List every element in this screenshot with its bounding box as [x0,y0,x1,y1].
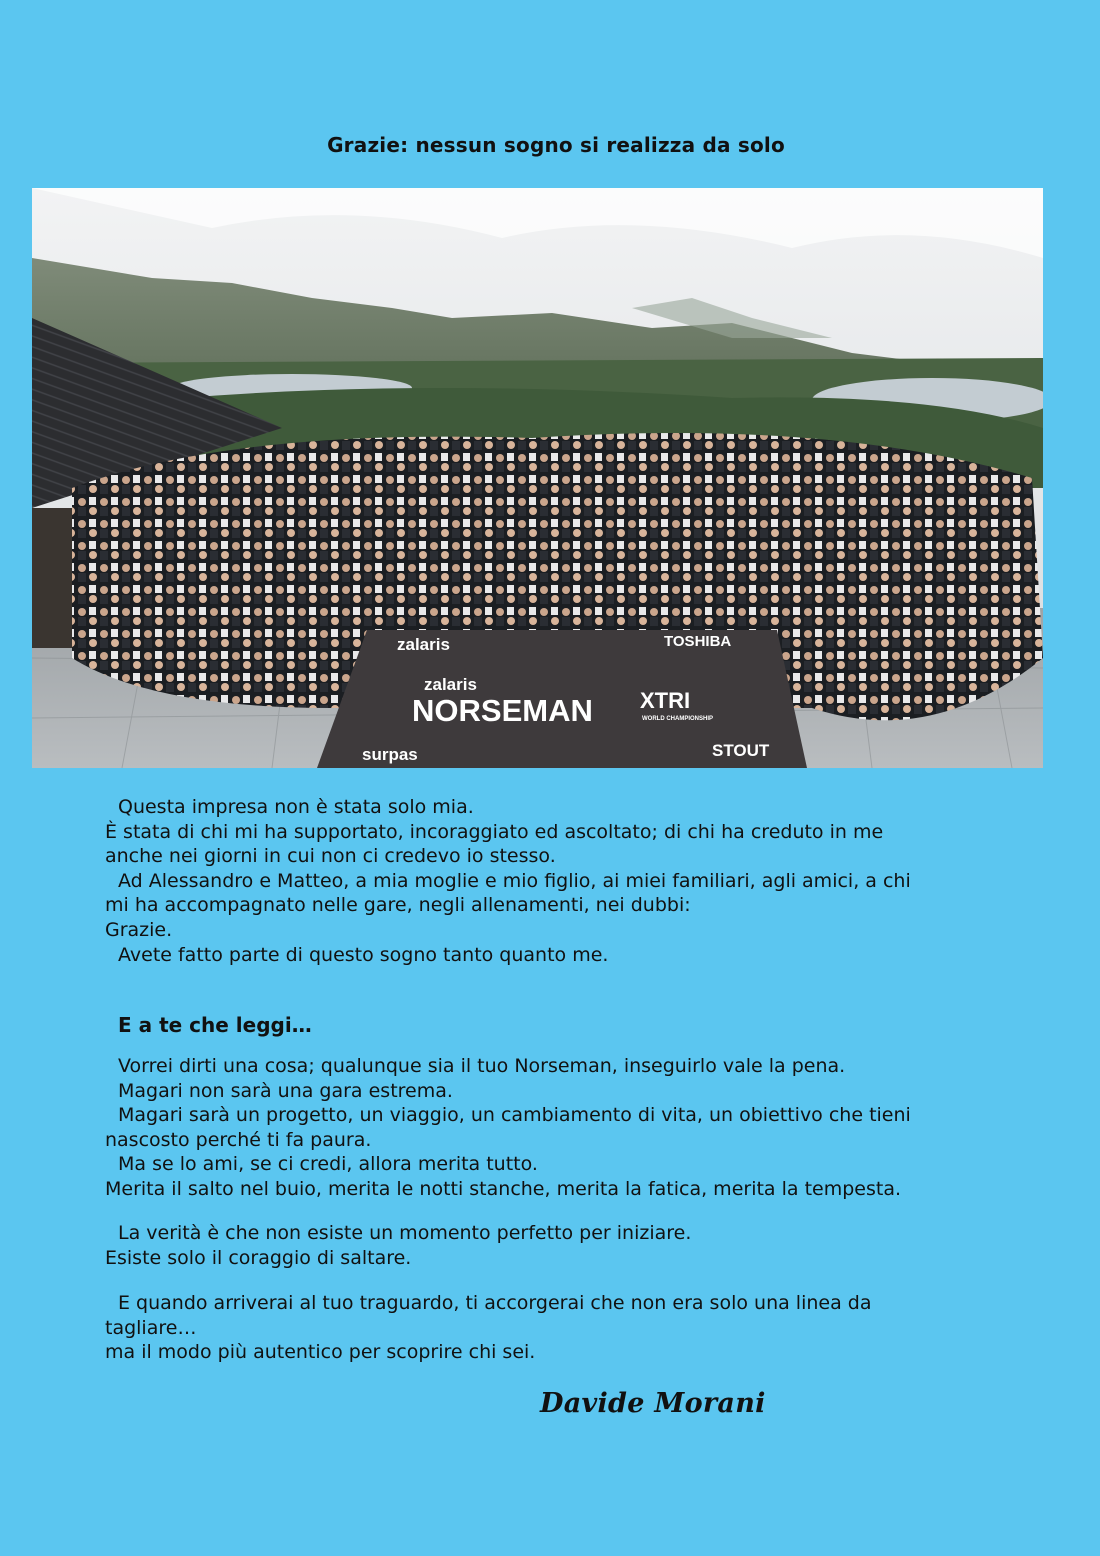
letter-line: E quando arriverai al tuo traguardo, ti accorgerai che non era solo una linea da [118,1292,872,1314]
letter-line: tagliare… [105,1316,197,1339]
intro-line: È stata di chi mi ha supportato, incoraggiato ed ascoltato; di chi ha creduto in me [105,820,884,843]
section-heading: E a te che leggi… [118,1013,312,1037]
letter-line: Ma se lo ami, se ci credi, allora merita tutto. [118,1153,538,1176]
banner-xtri-sub: WORLD CHAMPIONSHIP [642,716,713,722]
intro-line: mi ha accompagnato nelle gare, negli allenamenti, nei dubbi: [105,894,691,917]
banner [317,630,807,768]
letter-line: Magari non sarà una gara estrema. [118,1079,453,1102]
intro-line: Ad Alessandro e Matteo, a mia moglie e mio figlio, ai miei familiari, agli amici, a chi [118,869,911,892]
page-title: Grazie: nessun sogno si realizza da solo [327,133,785,157]
group-photo-illustration [32,188,1043,768]
letter-block-3 [105,1291,1005,1365]
letter-line: La verità è che non esiste un momento perfetto per iniziare. [118,1222,692,1244]
letter-line: Vorrei dirti una cosa; qualunque sia il tuo Norseman, inseguirlo vale la pena. [118,1055,846,1077]
letter-block-1 [105,1054,1005,1202]
banner-event-sub: zalaris [424,675,477,694]
letter-line: nascosto perché ti fa paura. [105,1128,372,1151]
group-photo [32,188,1043,768]
letter-line: Merita il salto nel buio, merita le notti stanche, merita la fatica, merita la tempesta. [105,1177,901,1200]
banner-sponsor-right: STOUT [712,741,770,760]
letter-line: ma il modo più autentico per scoprire chi sei. [105,1341,536,1364]
letter-line: Esiste solo il coraggio di saltare. [105,1246,412,1269]
intro-line: Questa impresa non è stata solo mia. [118,796,474,818]
intro-paragraph [105,795,1005,967]
banner-sponsor-top: TOSHIBA [664,633,732,650]
signature: Davide Morani [540,1388,766,1419]
letter-block-2 [105,1221,1005,1270]
letter-line: Magari sarà un progetto, un viaggio, un cambiamento di vita, un obiettivo che tieni [118,1104,911,1127]
intro-line: Grazie. [105,918,173,941]
intro-line: anche nei giorni in cui non ci credevo io stesso. [105,845,556,868]
banner-xtri: XTRI [640,688,691,713]
intro-line: Avete fatto parte di questo sogno tanto quanto me. [118,943,609,966]
banner-brand-top: zalaris [397,635,450,654]
banner-event: NORSEMAN [412,693,593,728]
banner-sponsor-left: surpas [362,745,418,764]
